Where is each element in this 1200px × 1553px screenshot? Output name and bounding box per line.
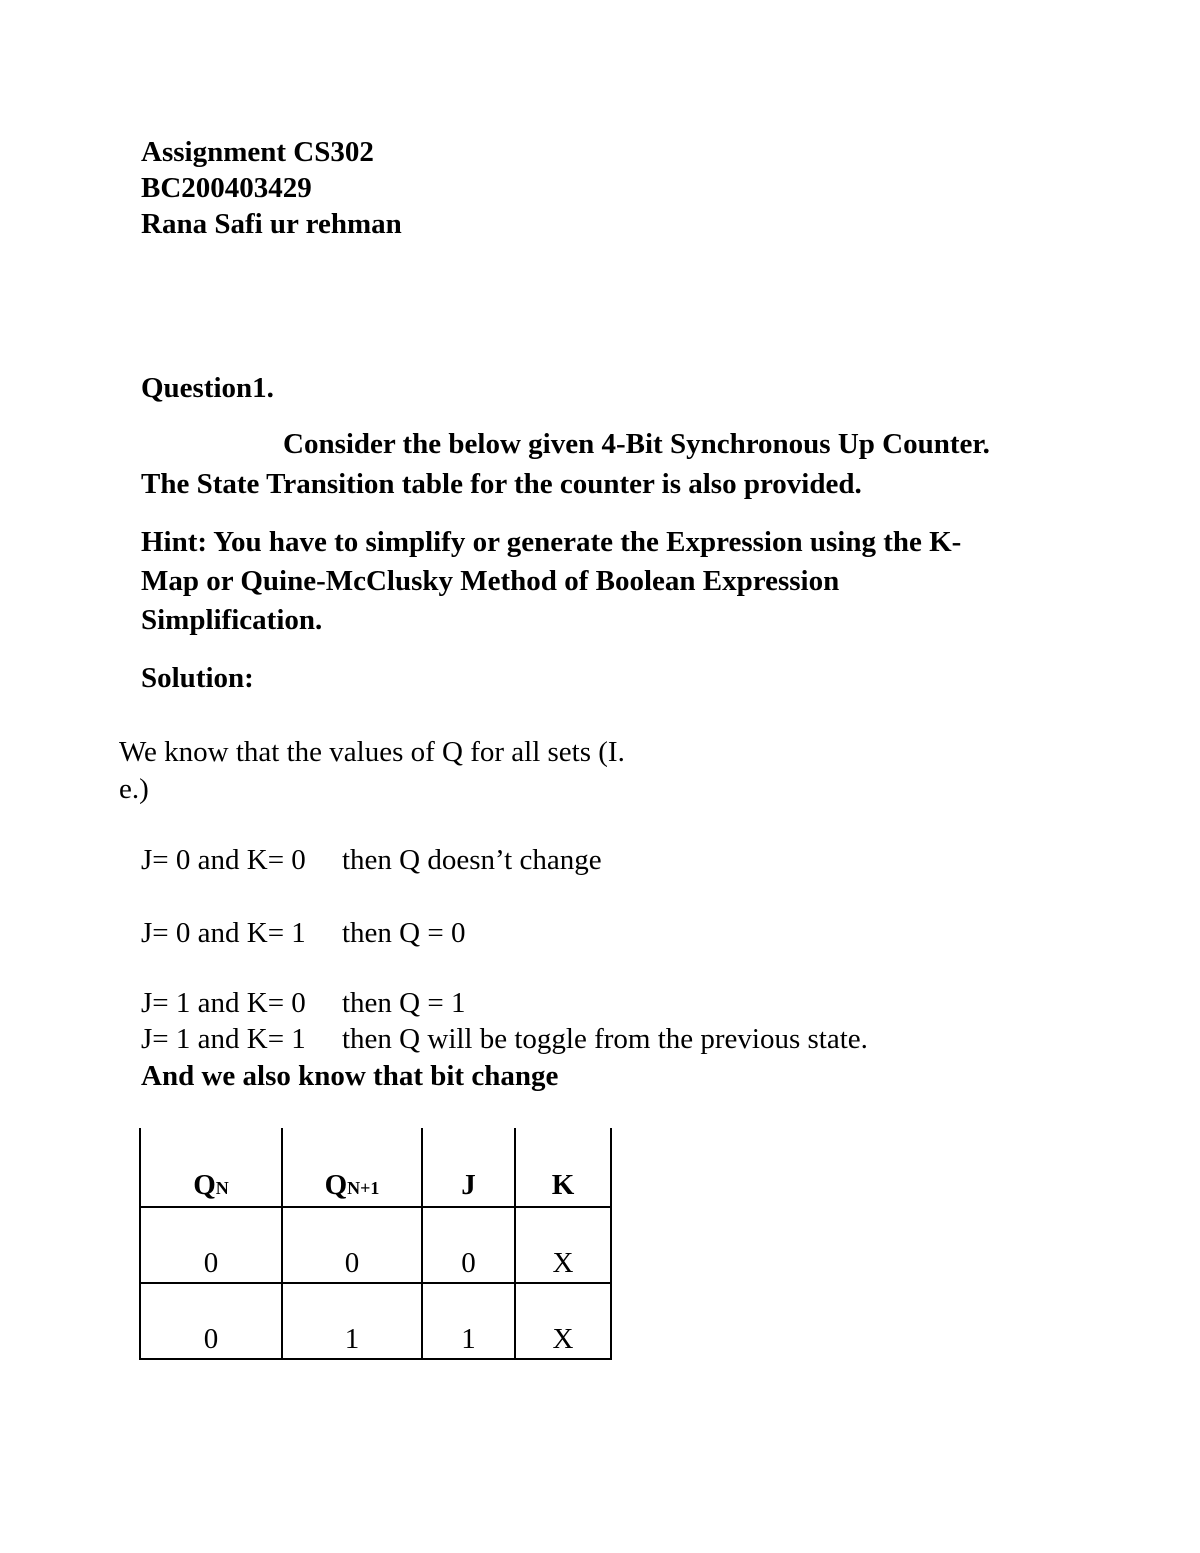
- hint-line-1: Hint: You have to simplify or generate the Expression using the K-: [141, 526, 962, 558]
- table-header-row: [140, 1128, 611, 1207]
- table-row: [140, 1207, 611, 1283]
- header-qn1: [282, 1128, 422, 1207]
- rule-1-condition: J= 0 and K= 0: [141, 844, 306, 876]
- hint-line-2: Map or Quine-McClusky Method of Boolean Expression: [141, 565, 840, 597]
- table-cell: 1: [282, 1283, 422, 1359]
- header-qn1-label: Q: [324, 1169, 348, 1201]
- student-name: Rana Safi ur rehman: [141, 208, 402, 240]
- table-cell: 0: [140, 1283, 282, 1359]
- table-cell: 0: [422, 1207, 515, 1283]
- solution-label: Solution:: [141, 662, 254, 694]
- rule-1-result: then Q doesn’t change: [342, 844, 602, 876]
- hint-line-3: Simplification.: [141, 604, 323, 636]
- rule-3-result: then Q = 1: [342, 987, 466, 1019]
- header-j: J: [422, 1128, 515, 1207]
- rule-2-result: then Q = 0: [342, 917, 466, 949]
- header-qn: [140, 1128, 282, 1207]
- header-qn-label: Q: [193, 1169, 216, 1201]
- table-cell: X: [515, 1283, 611, 1359]
- rule-4-condition: J= 1 and K= 1: [141, 1023, 306, 1055]
- table-cell: 0: [282, 1207, 422, 1283]
- intro-line-1: We know that the values of Q for all sets (I.: [119, 736, 625, 768]
- table-row: [140, 1283, 611, 1359]
- table-cell: X: [515, 1207, 611, 1283]
- table-cell: 0: [140, 1207, 282, 1283]
- excitation-table: [139, 1128, 612, 1360]
- rule-4-result: then Q will be toggle from the previous state.: [342, 1023, 868, 1055]
- rule-3-condition: J= 1 and K= 0: [141, 987, 306, 1019]
- question-line-2: The State Transition table for the counter is also provided.: [141, 468, 862, 500]
- header-k: K: [515, 1128, 611, 1207]
- table-cell: 1: [422, 1283, 515, 1359]
- intro-line-2: e.): [119, 773, 149, 805]
- bit-change-text: And we also know that bit change: [141, 1060, 559, 1092]
- rule-2-condition: J= 0 and K= 1: [141, 917, 306, 949]
- question-label: Question1.: [141, 372, 274, 404]
- question-line-1: Consider the below given 4-Bit Synchronous Up Counter.: [283, 428, 990, 460]
- assignment-title: Assignment CS302: [141, 136, 374, 168]
- header-qn1-subscript: N+1: [347, 1178, 380, 1198]
- student-id: BC200403429: [141, 172, 312, 204]
- header-qn-subscript: N: [215, 1178, 229, 1198]
